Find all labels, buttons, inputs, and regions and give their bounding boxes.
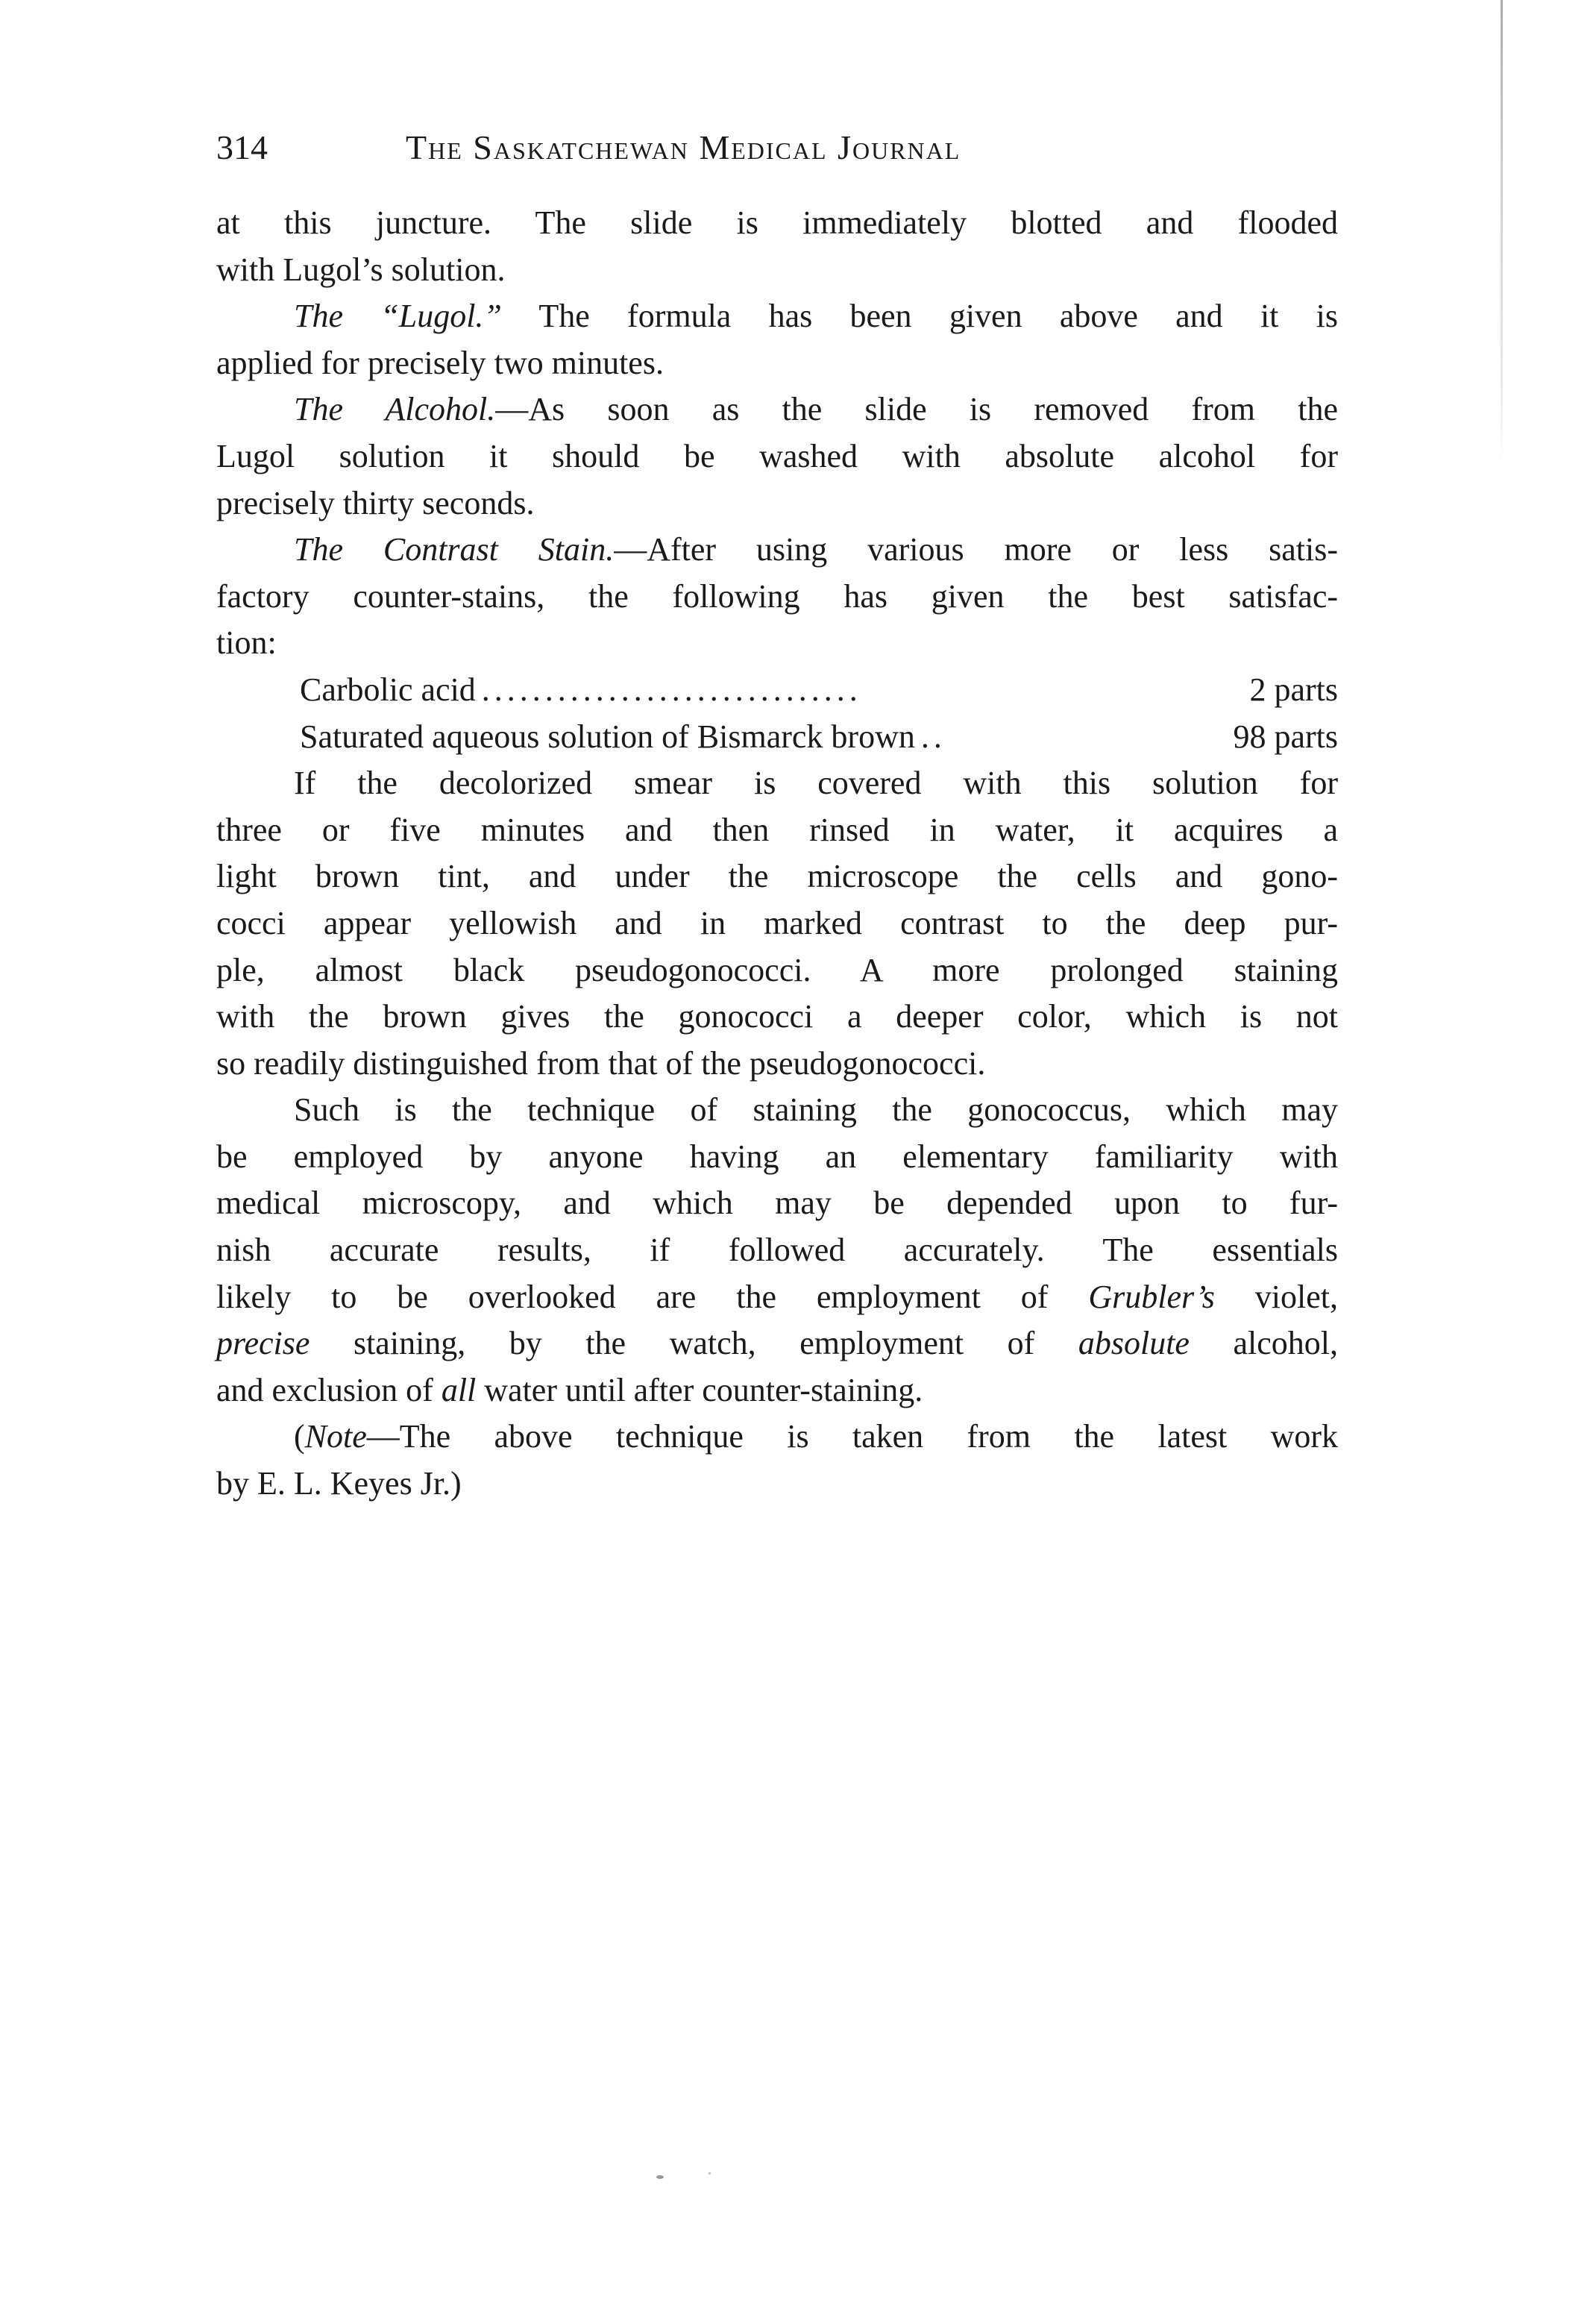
note-label: Note <box>304 1418 367 1455</box>
emphasis-precise: precise <box>216 1325 310 1362</box>
page-header <box>216 125 1350 170</box>
text-line: nish accurate results, if followed accurately. The essentials <box>216 1232 1338 1269</box>
text-line: light brown tint, and under the microscope the cells and gono- <box>216 858 1338 895</box>
text-line: Such is the technique of staining the gonococcus, which may <box>294 1091 1338 1129</box>
page-number: 314 <box>216 128 268 166</box>
emphasis-grublers: Grubler’s <box>1088 1278 1215 1315</box>
text-run: —After using various more or less satis- <box>614 531 1338 568</box>
text-line: with Lugol’s solution. <box>216 251 506 288</box>
formula-ingredient: Saturated aqueous solution of Bismarck brown <box>300 718 915 755</box>
text-line <box>216 1367 1338 1414</box>
scan-edge-line <box>1501 0 1503 462</box>
formula-row-bismarck-brown <box>216 714 1338 761</box>
formula-quantity: 2 parts <box>1249 671 1338 708</box>
scan-smudge <box>656 2175 664 2179</box>
section-heading-lugol: The “Lugol.” <box>294 298 502 335</box>
running-title: The Saskatchewan Medical Journal <box>406 128 961 166</box>
text-line <box>216 1274 1338 1321</box>
emphasis-all: all <box>441 1371 477 1408</box>
text-line <box>216 1320 1338 1367</box>
text-line <box>216 386 1338 433</box>
text-line: medical microscopy, and which may be depended upon to fur- <box>216 1185 1338 1222</box>
text-line: with the brown gives the gonococci a deeper color, which is not <box>216 998 1338 1035</box>
text-run: alcohol, <box>1189 1325 1338 1362</box>
section-heading-alcohol: The Alcohol. <box>294 391 496 428</box>
text-line <box>216 527 1338 574</box>
text-line <box>216 1414 1338 1461</box>
emphasis-absolute: absolute <box>1078 1325 1190 1362</box>
scan-smudge <box>709 2172 711 2174</box>
text-run: staining, by the watch, employment of <box>310 1325 1078 1362</box>
text-line: tion: <box>216 624 277 662</box>
text-line: If the decolorized smear is covered with this solution for <box>294 765 1338 802</box>
text-run: violet, <box>1214 1278 1339 1315</box>
text-line: cocci appear yellowish and in marked contrast to the deep pur- <box>216 904 1338 941</box>
text-run: The formula has been given above and it is <box>501 298 1338 335</box>
text-line: by E. L. Keyes Jr.) <box>216 1465 462 1502</box>
text-run: water until after counter-staining. <box>476 1371 923 1408</box>
text-line <box>216 293 1338 340</box>
article-body <box>216 200 1338 1508</box>
text-run: —As soon as the slide is removed from the <box>495 391 1338 428</box>
formula-quantity: 98 parts <box>1233 718 1338 755</box>
text-run: and exclusion of <box>216 1371 442 1408</box>
text-line: factory counter-stains, the following has given the best satisfac- <box>216 577 1338 615</box>
text-line: three or five minutes and then rinsed in water, it acquires a <box>216 811 1338 848</box>
text-line: Lugol solution it should be washed with absolute alcohol for <box>216 437 1338 474</box>
text-line: so readily distinguished from that of the pseudogonococci. <box>216 1044 986 1082</box>
text-run: likely to be overlooked are the employment of <box>216 1278 1089 1315</box>
text-line: ple, almost black pseudogonococci. A more prolonged staining <box>216 951 1338 988</box>
formula-leader-dots: .............................. <box>481 671 862 708</box>
formula-leader-dots: .. <box>920 718 946 755</box>
section-heading-contrast-stain: The Contrast Stain. <box>294 531 615 568</box>
formula-row-carbolic-acid <box>216 667 1338 714</box>
text-line: precisely thirty seconds. <box>216 484 535 521</box>
text-run: ( <box>294 1418 305 1455</box>
text-line: be employed by anyone having an elementary familiarity with <box>216 1138 1338 1175</box>
formula-ingredient: Carbolic acid <box>300 671 476 708</box>
text-run: —The above technique is taken from the latest work <box>366 1418 1338 1455</box>
text-line: applied for precisely two minutes. <box>216 344 664 381</box>
text-line: at this juncture. The slide is immediately blotted and flooded <box>216 204 1338 241</box>
